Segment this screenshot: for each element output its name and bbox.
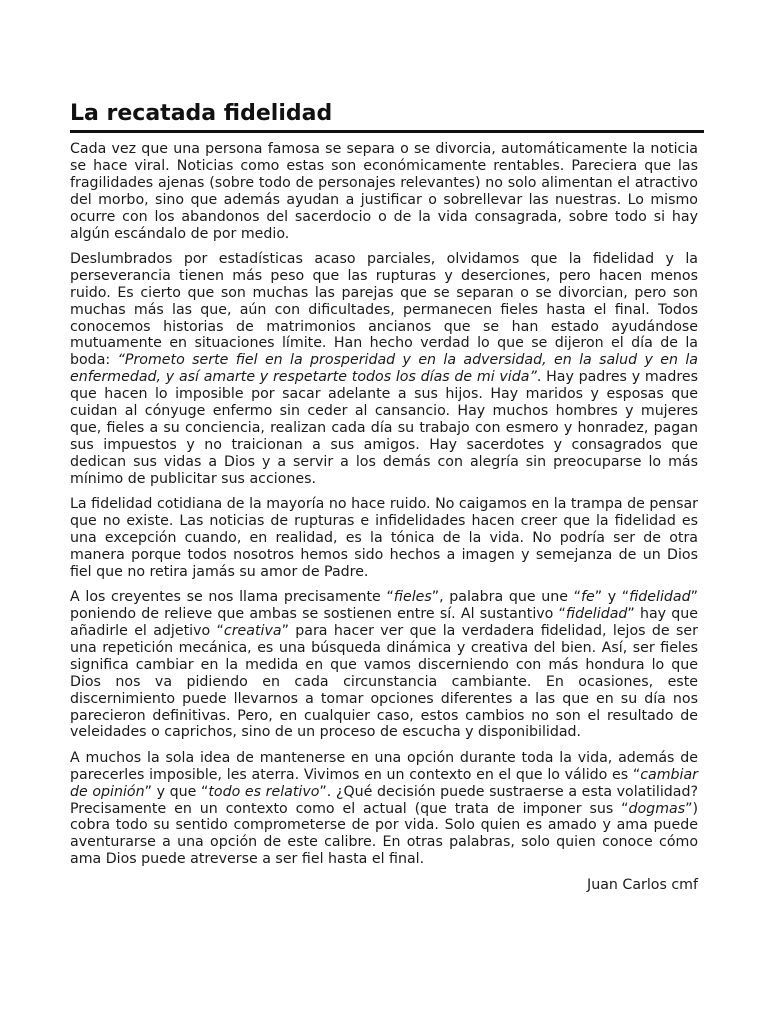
italic-run: fidelidad [629, 589, 691, 606]
author-signature: Juan Carlos cmf [587, 876, 698, 893]
text-run: ”. ¿Qué decisión puede sustraerse a esta volatilidad? Precisamente en un contexto como el actual (que trata de imponer sus “ [70, 783, 698, 817]
text-run: La fidelidad cotidiana de la mayoría no hace ruido. No caigamos en la trampa de pensar que no existe. Las noticias de rupturas e infidelidades hacen creer que la fidelidad es una excepción cuando, en realidad, es la tónica de la vida. No podría ser de otra manera porque todos nosotros hemos sido hechos a imagen y semejanza de un Dios fiel que no retira jamás su amor de Padre. [70, 496, 698, 580]
text-run: ” y que “ [144, 783, 209, 800]
italic-run: fieles [393, 589, 432, 606]
text-run: Cada vez que una persona famosa se separa o se divorcia, automáticamente la noticia se hace viral. Noticias como estas son económicamente rentables. Pareciera que las fragilidades ajenas (sobre todo de personajes relevantes) no solo alimentan el atractivo del morbo, sino que además ayudan a justificar o sobrellevar las nuestras. Lo mismo ocurre con los abandonos del sacerdocio o de la vida consagrada, sobre todo si hay algún escándalo de por medio. [70, 141, 698, 242]
paragraph-4 [70, 589, 698, 741]
text-run: . Hay padres y madres que hacen lo imposible por sacar adelante a sus hijos. Hay maridos y esposas que cuidan al cónyuge enfermo sin ceder al cansancio. Hay muchos hombres y mujeres que, fieles a su conciencia, realizan cada día su trabajo con esmero y honradez, pagan sus impuestos y no traicionan a sus amigos. Hay sacerdotes y consagrados que dedican sus vidas a Dios y a servir a los demás con alegría sin preocuparse lo más mínimo de publicitar sus acciones. [70, 369, 698, 487]
italic-run: creativa [223, 622, 282, 639]
paragraph-3 [70, 496, 698, 581]
paragraph-5 [70, 750, 698, 868]
text-run: A los creyentes se nos llama precisamente “ [70, 589, 394, 606]
text-run: A muchos la sola idea de mantenerse en una opción durante toda la vida, además de parecerles imposible, les aterra. Vivimos en un contexto en el que lo válido es “ [70, 749, 698, 783]
text-run: ” hay que añadirle el adjetivo “ [70, 606, 698, 639]
text-run: ” poniendo de relieve que ambas se sostienen entre sí. Al sustantivo “ [70, 589, 698, 623]
text-run: Deslumbrados por estadísticas acaso parciales, olvidamos que la fidelidad y la perseverancia tienen más peso que las rupturas y deserciones, pero hacen menos ruido. Es cierto que son muchas las parejas que se separan o se divorcian, pero son muchas más las que, aún con dificultades, permanecen fieles hasta el final. Todos conocemos historias de matrimonios ancianos que se han estado ayudándose mutuamente en situaciones límite. Han hecho verdad lo que se dijeron el día de la boda: [70, 250, 698, 369]
article-title: La recatada fidelidad [70, 101, 333, 126]
italic-run: dogmas [628, 800, 686, 817]
paragraph-1 [70, 141, 698, 242]
text-run: ” para hacer ver que la verdadera fidelidad, lejos de ser una repetición mecánica, es una búsqueda dinámica y creativa del bien. Así, ser fieles significa cambiar en la medida en que vamos discerniendo con más hondura lo que Dios nos va pidiendo en cada circunstancia cambiante. En ocasiones, este discernimiento puede llevarnos a tomar opciones diferentes a las que en su día nos parecieron definitivas. Pero, en cualquier caso, estos cambios no son el resultado de veleidades o caprichos, sino de un proceso de escucha y disponibilidad. [70, 622, 698, 741]
text-run: ” y “ [594, 589, 630, 606]
italic-run: fe [580, 589, 595, 606]
text-run: ”) cobra todo su sentido comprometerse de por vida. Solo quien es amado y ama puede aventurarse a una opción de este calibre. En otras palabras, solo quien conoce cómo ama Dios puede atreverse a ser fiel hasta el final. [70, 800, 698, 868]
italic-run: “Prometo serte fiel en la prosperidad y en la adversidad, en la salud y en la enfermedad, y así amarte y respetarte todos los días de mi vida” [70, 352, 698, 386]
title-divider [70, 130, 704, 133]
italic-run: fidelidad [565, 606, 628, 623]
paragraph-2 [70, 251, 698, 488]
italic-run: todo es relativo [208, 783, 320, 800]
text-run: ”, palabra que une “ [431, 589, 581, 606]
article [70, 100, 698, 894]
italic-run: cambiar de opinión [70, 766, 698, 800]
